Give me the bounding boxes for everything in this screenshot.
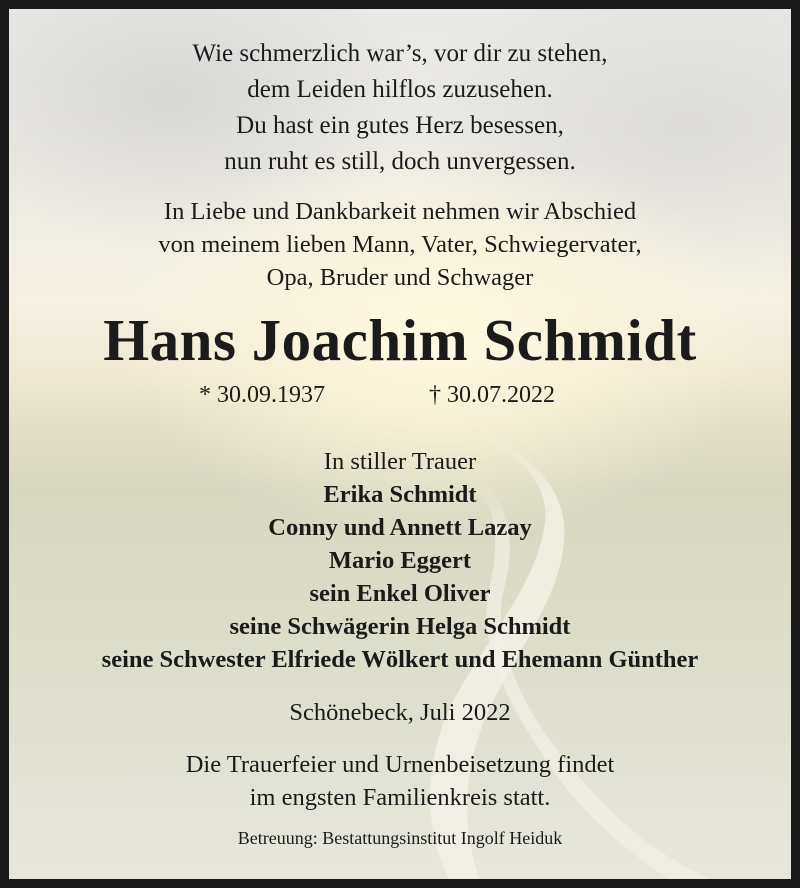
intro-line: Opa, Bruder und Schwager bbox=[266, 264, 534, 291]
mourner-name: sein Enkel Oliver bbox=[309, 580, 491, 607]
poem-line: Wie schmerzlich war’s, vor dir zu stehen, bbox=[192, 40, 608, 67]
mourner-name: seine Schwägerin Helga Schmidt bbox=[229, 613, 571, 640]
mourner-name: seine Schwester Elfriede Wölkert und Ehemann Günther bbox=[101, 646, 699, 673]
intro-line: von meinem lieben Mann, Vater, Schwiegervater, bbox=[158, 231, 642, 258]
mourner-name: Erika Schmidt bbox=[323, 481, 477, 508]
ceremony-line: im engsten Familienkreis statt. bbox=[249, 784, 551, 811]
deceased-name: Hans Joachim Schmidt bbox=[103, 307, 697, 373]
death-date: † 30.07.2022 bbox=[429, 382, 555, 408]
birth-date: * 30.09.1937 bbox=[199, 382, 325, 408]
mourners-heading: In stiller Trauer bbox=[323, 448, 477, 475]
mourner-name: Mario Eggert bbox=[328, 547, 472, 574]
poem-line: dem Leiden hilflos zuzusehen. bbox=[247, 76, 553, 103]
poem-line: Du hast ein gutes Herz besessen, bbox=[236, 112, 564, 139]
poem-line: nun ruht es still, doch unvergessen. bbox=[224, 148, 576, 175]
obituary-content bbox=[9, 9, 791, 879]
mourner-name: Conny und Annett Lazay bbox=[268, 514, 532, 541]
undertaker-credit: Betreuung: Bestattungsinstitut Ingolf Heiduk bbox=[237, 828, 563, 848]
intro-line: In Liebe und Dankbarkeit nehmen wir Abschied bbox=[163, 198, 637, 225]
place-date: Schönebeck, Juli 2022 bbox=[289, 699, 511, 726]
ceremony-line: Die Trauerfeier und Urnenbeisetzung findet bbox=[185, 751, 615, 778]
